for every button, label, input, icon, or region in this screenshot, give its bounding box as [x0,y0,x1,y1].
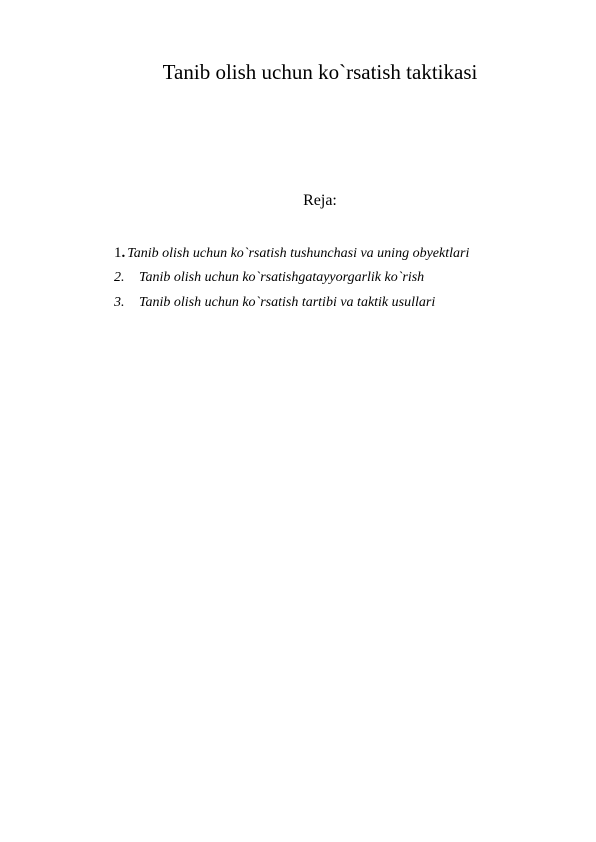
list-item-number [114,245,125,262]
plan-list [114,245,469,320]
list-item [114,295,469,320]
list-item-number: 2. [114,270,125,285]
list-item-text: Tanib olish uchun ko`rsatish tartibi va taktik usullari [139,295,436,310]
list-item-number-dot: . [121,245,126,261]
page-title: Tanib olish uchun ko`rsatish taktikasi [162,60,478,84]
list-item-text: Tanib olish uchun ko`rsatish tushunchasi va uning obyektlari [127,246,470,261]
plan-heading: Reja: [303,192,337,209]
list-item-text: Tanib olish uchun ko`rsatishgatayyorgarlik ko`rish [139,270,425,285]
list-item-number: 3. [114,295,125,310]
list-item [114,245,469,270]
list-item [114,270,469,295]
list-item-number-digit: 1 [114,245,122,261]
